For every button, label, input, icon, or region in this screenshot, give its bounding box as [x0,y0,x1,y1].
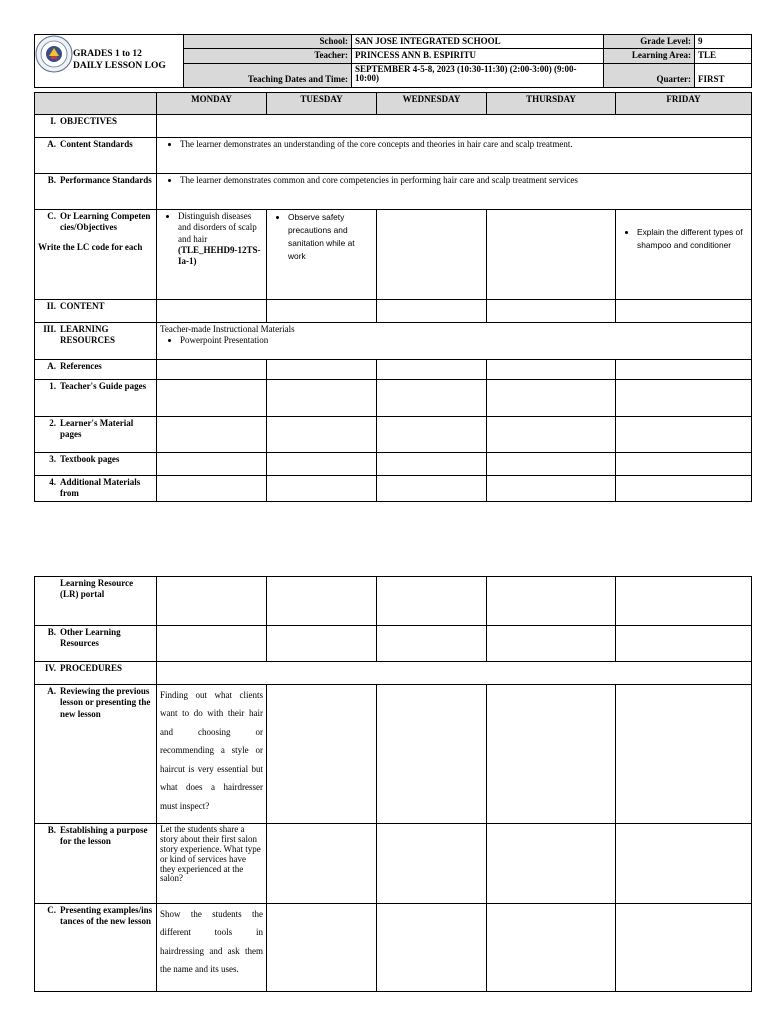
lc-friday: • Explain the different types of shampoo and conditioner [637,226,748,252]
learning-area-value: TLE [695,49,752,63]
performance-standards-text: • The learner demonstrates common and core competencies in performing hair care and scalp treatment services [180,175,748,186]
content-label: CONTENT [60,301,105,311]
quarter-value: FIRST [695,63,752,87]
additional-materials-label-continued: Learning Resource (LR) portal [60,578,134,600]
learners-material-label: Learner's Material pages [60,418,134,440]
lc-monday-code: (TLE_HEHD9-12TS-Ia-1) [178,244,261,266]
teachers-guide-label: Teacher's Guide pages [60,381,147,391]
lc-monday: • Distinguish diseases and disorders of scalp and hair (TLE_HEHD9-12TS-Ia-1) [178,211,263,267]
performance-standards-label: Performance Standards [60,175,152,185]
procedure-b-num: B. [47,825,56,835]
form-title-line1: GRADES 1 to 12 [73,48,142,59]
quarter-label: Quarter: [604,63,695,87]
dates-label: Teaching Dates and Time: [184,63,352,87]
learning-resources-num: III. [43,324,56,334]
header-table [34,34,752,88]
grade-level-value: 9 [695,35,752,49]
procedure-c-label: Presenting examples/instances of the new lesson [60,905,153,927]
learning-resources-label: LEARNING RESOURCES [60,324,116,346]
objectives-num: I. [50,116,56,126]
lesson-log-table-continued [34,576,752,992]
procedure-c-monday: Show the students the different tools in hairdressing and ask them the name and its uses. [157,904,267,992]
teacher-label: Teacher: [184,49,352,63]
procedures-label: PROCEDURES [60,663,123,673]
other-resources-num: B. [47,627,56,637]
learning-resources-bullet: • Powerpoint Presentation [180,335,748,346]
other-resources-label: Other Learning Resources [60,627,121,649]
procedure-b-monday: Let the students share a story about their first salon story experience. What type or kind of services have they experienced at the salon? [157,824,267,904]
teachers-guide-num: 1. [49,381,56,391]
lesson-log-table [34,92,752,502]
day-header-wednesday: WEDNESDAY [377,93,487,115]
content-standards-text: • The learner demonstrates an understanding of the core concepts and theories in hair care and scalp treatment. [180,139,748,150]
corner-cell [35,93,157,115]
learners-material-num: 2. [49,418,56,428]
school-value: SAN JOSE INTEGRATED SCHOOL [352,35,604,49]
school-label: School: [184,35,352,49]
dates-value: SEPTEMBER 4-5-8, 2023 (10:30-11:30) (2:00-3:00) (9:00-10:00) [352,63,604,87]
objectives-label: OBJECTIVES [60,116,118,126]
grade-level-label: Grade Level: [604,35,695,49]
procedures-num: IV. [44,663,56,673]
content-standards-num: A. [47,139,56,149]
day-header-tuesday: TUESDAY [267,93,377,115]
learning-resources-text: Teacher-made Instructional Materials [160,324,295,334]
day-header-thursday: THURSDAY [487,93,616,115]
lc-code-note: Write the LC code for each [38,241,143,252]
day-header-friday: FRIDAY [616,93,752,115]
learning-area-label: Learning Area: [604,49,695,63]
content-num: II. [46,301,56,311]
procedure-b-label: Establishing a purpose for the lesson [60,825,148,847]
teacher-value: PRINCESS ANN B. ESPIRITU [352,49,604,63]
textbook-pages-num: 3. [49,454,56,464]
performance-standards-num: B. [47,175,56,185]
procedure-a-label: Reviewing the previous lesson or presenting the new lesson [60,686,151,719]
lc-tuesday: • Observe safety precautions and sanitation while at work [288,211,373,263]
procedure-a-monday: Finding out what clients want to do with their hair and choosing or recommending a style or haircut is very essential but what does a hairdresser must inspect? [157,685,267,824]
additional-materials-num: 4. [49,477,56,487]
additional-materials-label: Additional Materials from [60,477,141,499]
day-header-monday: MONDAY [157,93,267,115]
references-label: References [60,361,102,371]
textbook-pages-label: Textbook pages [60,454,120,464]
learning-competencies-label: Or Learning Competencies/Objectives [60,211,151,233]
content-standards-label: Content Standards [60,139,133,149]
references-num: A. [47,361,56,371]
learning-competencies-num: C. [47,211,56,221]
procedure-a-num: A. [47,686,56,696]
procedure-c-num: C. [47,905,56,915]
form-title-line2: DAILY LESSON LOG [73,60,166,71]
